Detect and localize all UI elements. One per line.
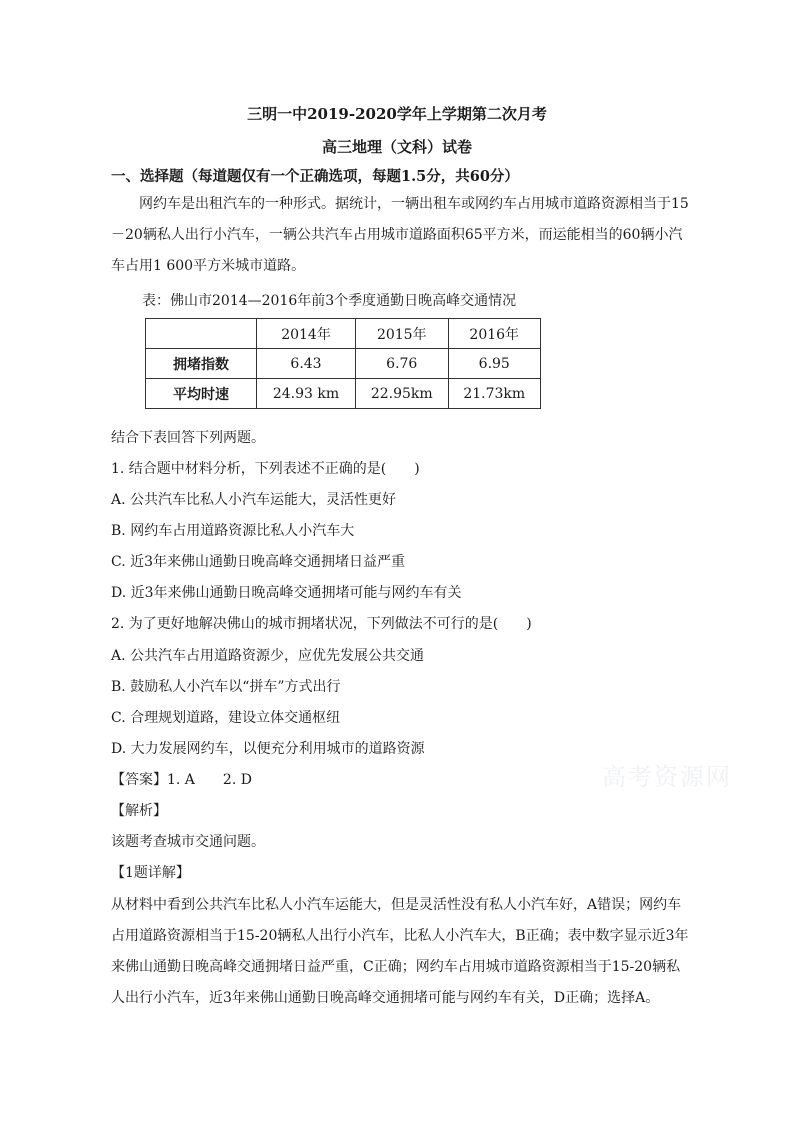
table-header-cell: [146, 319, 257, 349]
question-1-option-c: C. 近3年来佛山通勤日晚高峰交通拥堵日益严重: [111, 554, 406, 570]
question-2-option-b: B. 鼓励私人小汽车以“拼车”方式出行: [111, 679, 341, 695]
table-cell: 21.73km: [448, 379, 541, 409]
traffic-table: [145, 318, 541, 409]
detail-label: 【1题详解】: [111, 865, 190, 881]
table-row: [146, 379, 541, 409]
table-cell: 24.93 km: [257, 379, 356, 409]
material-intro: 网约车是出租汽车的一种形式。据统计，一辆出租车或网约车占用城市道路资源相当于15－20辆私人出行小汽车，一辆公共汽车占用城市道路面积65平方米，而运能相当的60辆小汽车占用1 600平方米城市道路。: [111, 196, 689, 274]
table-row-label: 平均时速: [146, 379, 257, 409]
question-2-option-c: C. 合理规划道路，建设立体交通枢纽: [111, 710, 341, 726]
table-header-cell: 2015年: [356, 319, 448, 349]
answer-line: 【答案】1. A 2. D: [111, 772, 252, 788]
table-row-label: 拥堵指数: [146, 349, 257, 379]
table-row: [146, 349, 541, 379]
exam-title: 三明一中2019-2020学年上学期第二次月考: [247, 105, 547, 123]
analysis-summary: 该题考查城市交通问题。: [111, 834, 265, 850]
exam-subtitle: 高三地理（文科）试卷: [321, 138, 472, 156]
table-cell: 6.95: [448, 349, 541, 379]
table-header-row: [146, 319, 541, 349]
watermark: 高考资源网: [602, 763, 732, 791]
analysis-detail: 从材料中看到公共汽车比私人小汽车运能大，但是灵活性没有私人小汽车好，A错误；网约车占用道路资源相当于15-20辆私人出行小汽车，比私人小汽车大，B正确；表中数字显示近3年来佛山通勤日晚高峰交通拥堵日益严重，C正确；网约车占用城市道路资源相当于15-20辆私人出行小汽车，近3年来佛山通勤日晚高峰交通拥堵可能与网约车有关，D正确；选择A。: [111, 897, 689, 1006]
analysis-label: 【解析】: [111, 803, 167, 819]
table-header-cell: 2016年: [448, 319, 541, 349]
question-2-stem: 2. 为了更好地解决佛山的城市拥堵状况，下列做法不可行的是( ): [111, 616, 532, 632]
question-2-option-d: D. 大力发展网约车，以便充分利用城市的道路资源: [111, 741, 425, 757]
question-1-stem: 1. 结合题中材料分析，下列表述不正确的是( ): [111, 461, 420, 477]
table-cell: 6.76: [356, 349, 448, 379]
material-prompt: 结合下表回答下列两题。: [111, 430, 265, 446]
table-header-cell: 2014年: [257, 319, 356, 349]
question-2-option-a: A. 公共汽车占用道路资源少，应优先发展公共交通: [111, 648, 425, 664]
table-cell: 6.43: [257, 349, 356, 379]
question-1-option-a: A. 公共汽车比私人小汽车运能大，灵活性更好: [111, 492, 397, 508]
question-1-option-b: B. 网约车占用道路资源比私人小汽车大: [111, 523, 355, 539]
section-heading: 一、选择题（每道题仅有一个正确选项，每题1.5分，共60分）: [111, 168, 519, 185]
question-1-option-d: D. 近3年来佛山通勤日晚高峰交通拥堵可能与网约车有关: [111, 585, 462, 601]
table-cell: 22.95km: [356, 379, 448, 409]
table-caption: 表：佛山市2014—2016年前3个季度通勤日晚高峰交通情况: [142, 293, 517, 309]
